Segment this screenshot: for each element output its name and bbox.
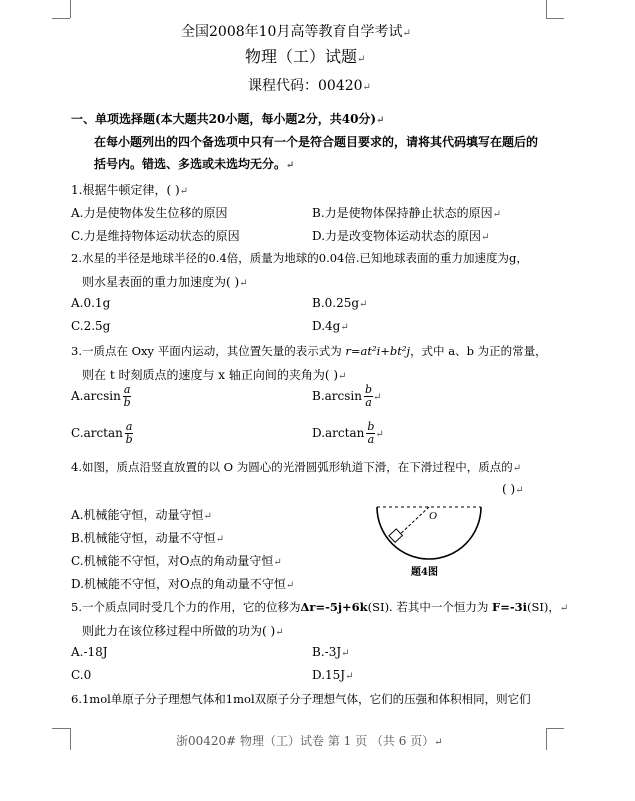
q4-option-d: D.机械能不守恒，对O点的角动量不守恒↵ xyxy=(71,577,295,591)
q1-option-d: D.力是改变物体运动状态的原因↵ xyxy=(312,229,490,243)
q5-option-c: C.0 xyxy=(71,668,92,682)
q5-option-b: B.-3J↵ xyxy=(312,645,350,659)
crop-mark-top-left-h xyxy=(52,18,70,19)
q4-figure xyxy=(372,500,486,566)
q6-stem: 6.1mol单原子分子理想气体和1mol双原子分子理想气体，它们的压强和体积相同，则它们 xyxy=(71,692,531,706)
q2-option-b: B.0.25g↵ xyxy=(312,296,368,310)
q4-figure-center-label: O xyxy=(429,510,437,522)
q3-stem-line1: 3.一质点在 Oxy 平面内运动，其位置矢量的表示式为 r=at²i+bt²j，式中 a、b 为正的常量， xyxy=(71,344,547,358)
q3-option-d: D.arctan $\frac{b}{a}$ ↵ xyxy=(312,420,384,446)
q3-option-b: B.arcsin $\frac{b}{a}$ ↵ xyxy=(312,383,382,409)
crop-mark-bottom-left xyxy=(70,728,71,750)
q5-stem-line2: 则此力在该位移过程中所做的功为( )↵ xyxy=(82,624,284,638)
q4-option-b: B.机械能守恒，动量不守恒↵ xyxy=(71,531,225,545)
q4-option-a: A.机械能守恒，动量守恒↵ xyxy=(71,508,212,522)
q4-option-c: C.机械能不守恒，对O点的角动量守恒↵ xyxy=(71,554,282,568)
q4-stem: 4.如图，质点沿竖直放置的以 O 为圆心的光滑圆弧形轨道下滑，在下滑过程中，质点的↵ xyxy=(71,460,522,474)
q4-figure-caption: 题4图 xyxy=(411,567,438,578)
q2-stem-line2: 则水星表面的重力加速度为( )↵ xyxy=(82,275,248,289)
q1-stem: 1.根据牛顿定律，( )↵ xyxy=(71,183,189,197)
q2-option-c: C.2.5g xyxy=(71,319,111,333)
course-code: 课程代码：00420↵ xyxy=(248,78,371,94)
q1-option-a: A.力是使物体发生位移的原因 xyxy=(71,206,228,220)
q3-option-c: C.arctan $\frac{a}{b}$ xyxy=(71,420,133,446)
q2-stem-line1: 2.水星的半径是地球半径的0.4倍，质量为地球的0.04倍.已知地球表面的重力加速度为g， xyxy=(71,251,528,265)
crop-mark-top-right-h xyxy=(546,18,564,19)
section-instruction-line1: 在每小题列出的四个备选项中只有一个是符合题目要求的，请将其代码填写在题后的 xyxy=(94,135,539,149)
q5-option-d: D.15J↵ xyxy=(312,668,354,682)
section-instruction-line2: 括号内。错选、多选或未选均无分。↵ xyxy=(94,157,295,171)
q1-option-b: B.力是使物体保持静止状态的原因↵ xyxy=(312,206,502,220)
exam-subject-title: 物理（工）试题↵ xyxy=(245,47,366,66)
q2-option-d: D.4g↵ xyxy=(312,319,349,333)
q3-stem-line2: 则在 t 时刻质点的速度与 x 轴正向间的夹角为( )↵ xyxy=(82,368,347,382)
crop-mark-top-left xyxy=(70,0,71,18)
q2-option-a: A.0.1g xyxy=(71,296,111,310)
q1-option-c: C.力是维持物体运动状态的原因 xyxy=(71,229,240,243)
q5-stem-line1: 5.一个质点同时受几个力的作用，它的位移为Δr=-5j+6k(SI). 若其中一个恒力为 F=-3i(SI)，↵ xyxy=(71,600,569,614)
q5-option-a: A.-18J xyxy=(71,645,108,659)
crop-mark-top-right xyxy=(546,0,547,18)
q4-figure-block xyxy=(389,529,402,542)
q3-formula: r=at²i+bt²j xyxy=(345,344,411,358)
crop-mark-bottom-left-h xyxy=(52,728,70,729)
page-footer: 浙00420# 物理（工）试卷 第 1 页 （共 6 页）↵ xyxy=(176,734,443,748)
q3-option-a: A.arcsin $\frac{a}{b}$ xyxy=(71,383,131,409)
section-heading: 一、单项选择题(本大题共20小题，每小题2分，共40分)↵ xyxy=(71,112,385,126)
q4-answer-paren: ( )↵ xyxy=(502,482,524,496)
crop-mark-bottom-right-h xyxy=(546,728,564,729)
crop-mark-bottom-right xyxy=(546,728,547,750)
exam-header-line1: 全国2008年10月高等教育自学考试↵ xyxy=(181,24,411,40)
